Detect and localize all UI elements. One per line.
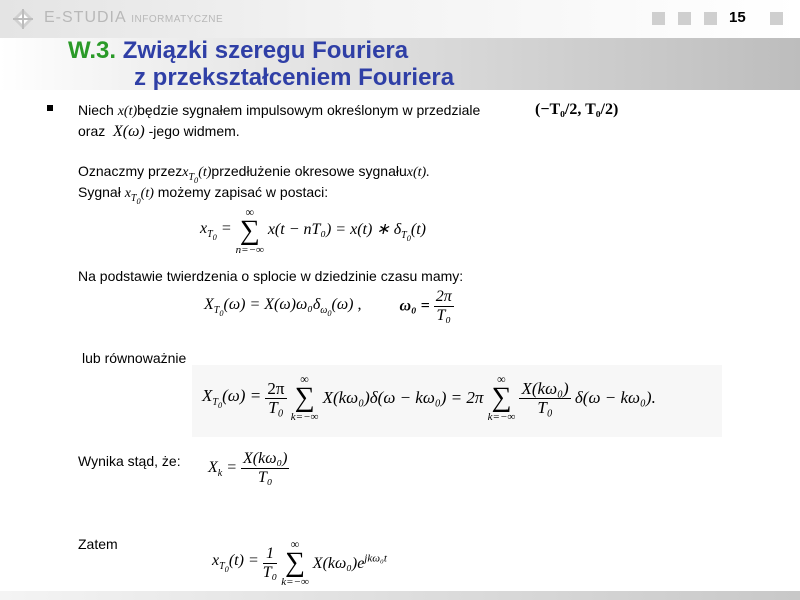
eq3-frac1-num: 2π xyxy=(267,378,285,398)
math-X-omega: X(ω) xyxy=(113,123,145,140)
eq5-sum-bottom: k=−∞ xyxy=(281,576,309,588)
eq5-sum: ∞ ∑ k=−∞ xyxy=(281,537,309,588)
logo-text xyxy=(44,9,223,27)
p2-text-a: oraz xyxy=(78,123,106,139)
title-number: W.3. xyxy=(68,37,117,64)
nav-square-1[interactable] xyxy=(652,12,665,25)
math-xt: x(t) xyxy=(117,104,138,119)
eq3-sum1-top: ∞ xyxy=(300,372,309,386)
eq2-rhs: (ω) = X(ω)ω₀δ xyxy=(223,295,321,313)
eq4-frac-den: T₀ xyxy=(257,469,273,486)
title-line-1: Związki szeregu Fouriera xyxy=(122,37,409,64)
eq2-omega0: ω₀ = xyxy=(399,297,430,315)
eq3-sum1: ∞ ∑ k=−∞ xyxy=(290,372,319,423)
eq3-frac1-den: T₀ xyxy=(268,397,284,417)
p3-text-b: przedłużenie okresowe sygnału xyxy=(211,163,407,179)
p2-text-b: -jego widmem. xyxy=(148,123,240,139)
eq5-exponent: jkω₀t xyxy=(364,552,387,565)
eq1-rhs: x(t − nT₀) = x(t) ∗ δ xyxy=(267,221,402,238)
equation-4: $X_k$ = $\frac{\text{X(kω₀)}}{\text{T₀}}$ xyxy=(208,450,288,486)
nav-square-4[interactable] xyxy=(770,12,783,25)
eq5-frac-den: T₀ xyxy=(262,563,278,581)
eq3-frac2-num: X(kω₀) xyxy=(521,378,569,398)
eq4-fraction xyxy=(241,450,289,487)
footer-bar xyxy=(0,591,800,600)
eq3-frac2-den: T₀ xyxy=(537,397,553,417)
paragraph-1 xyxy=(78,102,480,120)
paragraph-8: Zatem xyxy=(78,536,118,552)
eq3-mid: (ω) = xyxy=(222,386,262,405)
eq5-fraction xyxy=(263,545,277,582)
eq1-sum: ∞ ∑ n=−∞ xyxy=(235,205,264,256)
eq3-tail: δ(ω − kω₀). xyxy=(574,388,656,407)
eq3-lhs: X xyxy=(202,386,213,405)
eq5-term: X(kω₀)e xyxy=(312,555,365,573)
nav-square-3[interactable] xyxy=(704,12,717,25)
eq3-term: X(kω₀)δ(ω − kω₀) = 2π xyxy=(322,388,484,407)
eq1-sum-top: ∞ xyxy=(245,205,255,219)
eq3-sum2-bottom: k=−∞ xyxy=(487,411,516,423)
p4-text-b: możemy zapisać w postaci: xyxy=(157,184,329,200)
paragraph-6: lub równoważnie xyxy=(82,350,187,366)
p3-text-a: Oznaczmy przez xyxy=(78,163,183,179)
eq1-lhs: x xyxy=(200,220,208,237)
equation-2: $X_{T_0}(\omega) = X(\omega)\omega_0\delta_{\omega_0}(\omega)$ , ω₀ = $\frac{2\pi}{\text{T₀}}$ xyxy=(204,288,452,324)
eq2-fraction xyxy=(434,288,454,325)
eq3-frac1 xyxy=(265,380,286,417)
eq2-lhs: X xyxy=(204,295,214,313)
eq3-frac2 xyxy=(519,380,570,417)
eq5-frac-num: 1 xyxy=(263,545,277,564)
eq4-lhs: X xyxy=(208,458,218,476)
p1-text-b: będzie sygnałem impulsowym określonym w przedziale xyxy=(137,102,481,118)
title-line-2: z przekształceniem Fouriera xyxy=(134,64,455,91)
equation-5: $x_{T_0}(t)$ = $\frac{1}{\text{T₀}}$ ∞ ∑ k=−∞ $X(k\omega_0)e^{jk\omega_0t}$ xyxy=(212,537,387,588)
paragraph-4: Sygnał $x_{T_0}(t)$ możemy zapisać w postaci: xyxy=(78,184,329,206)
logo-small-text: INFORMATYCZNE xyxy=(131,14,224,25)
eq2-frac-den: T₀ xyxy=(436,307,451,324)
eq3-sum2-top: ∞ xyxy=(497,372,506,386)
e-studia-logo-icon xyxy=(10,6,36,32)
p1-text-a: Niech xyxy=(78,102,114,118)
math-x-t-end: x(t). xyxy=(406,165,430,180)
page-number: 15 xyxy=(729,9,746,26)
eq3-sum2: ∞ ∑ k=−∞ xyxy=(487,372,516,423)
equation-1: $x_{T_0}$ = ∞ ∑ n=−∞ x(t − nT₀) = x(t) ∗ $\delta_{T_0}(t)$ xyxy=(200,205,426,256)
paragraph-7: Wynika stąd, że: xyxy=(78,453,181,469)
math-interval: (−T₀/2, T₀/2) xyxy=(535,101,619,118)
header-bar xyxy=(0,0,800,38)
paragraph-5: Na podstawie twierdzenia o splocie w dziedzinie czasu mamy: xyxy=(78,268,464,284)
equation-3: $X_{T_0}(\omega)$ = $\frac{2\pi}{\text{T₀}}$ ∞ ∑ k=−∞ X(kω₀)δ(ω − kω₀) = 2π ∞ ∑ k=−∞ $\frac{\text{X(kω₀)}}{\text{T₀}}$ δ(ω − kω₀). xyxy=(192,365,722,437)
eq4-frac-num: X(kω₀) xyxy=(243,450,288,467)
paragraph-3: Oznaczmy przezx$_{T_0}$(t)przedłużenie okresowe sygnałux(t). xyxy=(78,163,430,185)
eq5-sum-top: ∞ xyxy=(290,537,300,551)
nav-square-2[interactable] xyxy=(678,12,691,25)
p4-text-a: Sygnał xyxy=(78,184,121,200)
logo-main-text: E-STUDIA xyxy=(44,9,126,26)
paragraph-2 xyxy=(78,123,240,140)
eq2-frac-num: 2π xyxy=(435,288,452,305)
bullet-icon xyxy=(47,105,53,111)
slide-title xyxy=(68,37,454,91)
eq3-sum1-bottom: k=−∞ xyxy=(290,411,319,423)
eq1-sum-bottom: n=−∞ xyxy=(235,244,264,256)
